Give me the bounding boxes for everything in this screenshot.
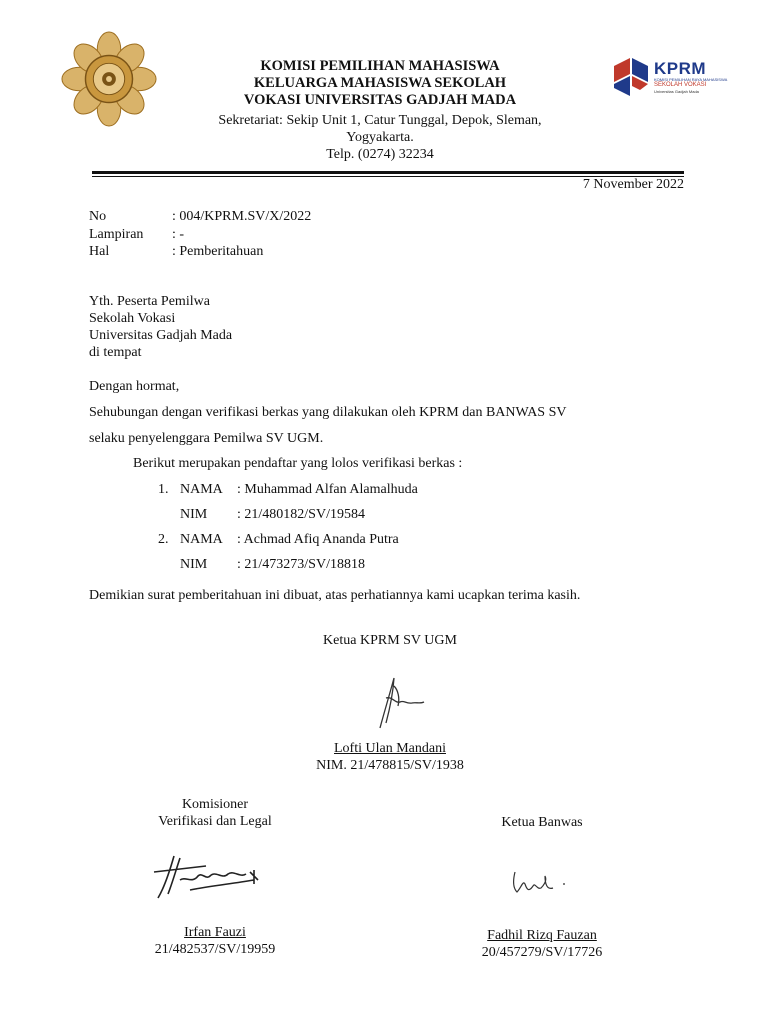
chair-title: Ketua KPRM SV UGM bbox=[323, 633, 457, 648]
entry-2-name-value: : Achmad Afiq Ananda Putra bbox=[237, 532, 399, 547]
entry-2-number: 2. bbox=[158, 532, 169, 547]
entry-1-name-value: : Muhammad Alfan Alamalhuda bbox=[237, 482, 418, 497]
recipient-line-2: Sekolah Vokasi bbox=[89, 311, 176, 326]
banwas-title: Ketua Banwas bbox=[501, 815, 583, 830]
recipient-line-3: Universitas Gadjah Mada bbox=[89, 328, 233, 343]
greeting: Dengan hormat, bbox=[89, 379, 180, 394]
letter-date: 7 November 2022 bbox=[582, 177, 684, 192]
kprm-logo-text bbox=[654, 60, 727, 94]
commissioner-signature bbox=[150, 850, 265, 908]
meta-label-lampiran: Lampiran bbox=[89, 227, 144, 242]
chair-id: NIM. 21/478815/SV/1938 bbox=[316, 758, 464, 773]
banwas-name: Fadhil Rizq Fauzan bbox=[487, 928, 597, 943]
meta-label-no: No bbox=[89, 209, 107, 224]
kprm-logo-title: KPRM bbox=[654, 59, 707, 78]
commissioner-title-line-2: Verifikasi dan Legal bbox=[158, 814, 272, 829]
banwas-id: 20/457279/SV/17726 bbox=[481, 945, 603, 960]
paragraph-line-2: selaku penyelenggara Pemilwa SV UGM. bbox=[89, 431, 324, 446]
chair-name: Lofti Ulan Mandani bbox=[334, 741, 446, 756]
entry-1-nim-value: : 21/480182/SV/19584 bbox=[237, 507, 365, 522]
kprm-logo-subtitle: KOMISI PEMILIHAN RAYA MAHASISWA bbox=[654, 77, 728, 82]
entry-2-nim-label: NIM bbox=[180, 557, 208, 572]
phone-line: Telp. (0274) 32234 bbox=[326, 147, 434, 162]
commissioner-name: Irfan Fauzi bbox=[184, 925, 246, 940]
entry-1-nim-label: NIM bbox=[180, 507, 208, 522]
address-line-1: Sekretariat: Sekip Unit 1, Catur Tunggal, Depok, Sleman, bbox=[218, 113, 542, 128]
org-line-2: KELUARGA MAHASISWA SEKOLAH bbox=[253, 75, 507, 91]
kprm-logo-icon bbox=[610, 54, 652, 100]
commissioner-title-line-1: Komisioner bbox=[181, 797, 249, 812]
meta-value-hal: : Pemberitahuan bbox=[172, 244, 264, 259]
org-line-3: VOKASI UNIVERSITAS GADJAH MADA bbox=[243, 92, 517, 108]
meta-label-hal: Hal bbox=[89, 244, 110, 259]
header-divider-thick bbox=[92, 171, 684, 174]
entry-2-nim-value: : 21/473273/SV/18818 bbox=[237, 557, 365, 572]
meta-value-lampiran: : - bbox=[172, 227, 185, 242]
kprm-logo-university: Universitas Gadjah Mada bbox=[654, 89, 699, 94]
list-intro: Berikut merupakan pendaftar yang lolos verifikasi berkas : bbox=[133, 456, 463, 471]
entry-2-name-label: NAMA bbox=[180, 532, 223, 547]
recipient-line-4: di tempat bbox=[89, 345, 142, 360]
banwas-signature bbox=[505, 862, 580, 902]
closing-paragraph: Demikian surat pemberitahuan ini dibuat, atas perhatiannya kami ucapkan terima kasih. bbox=[89, 588, 581, 603]
chair-signature bbox=[360, 668, 430, 738]
entry-1-name-label: NAMA bbox=[180, 482, 223, 497]
org-line-1: KOMISI PEMILIHAN MAHASISWA bbox=[260, 58, 500, 74]
paragraph-line-1: Sehubungan dengan verifikasi berkas yang dilakukan oleh KPRM dan BANWAS SV bbox=[89, 405, 567, 420]
recipient-line-1: Yth. Peserta Pemilwa bbox=[89, 294, 210, 309]
commissioner-id: 21/482537/SV/19959 bbox=[154, 942, 276, 957]
meta-value-no: : 004/KPRM.SV/X/2022 bbox=[172, 209, 312, 224]
address-line-2: Yogyakarta. bbox=[346, 130, 414, 145]
entry-1-number: 1. bbox=[158, 482, 169, 497]
kprm-logo-school: SEKOLAH VOKASI bbox=[654, 82, 707, 88]
ugm-seal-logo bbox=[60, 30, 158, 128]
secretariat-address bbox=[160, 112, 600, 163]
organization-name bbox=[160, 58, 600, 109]
